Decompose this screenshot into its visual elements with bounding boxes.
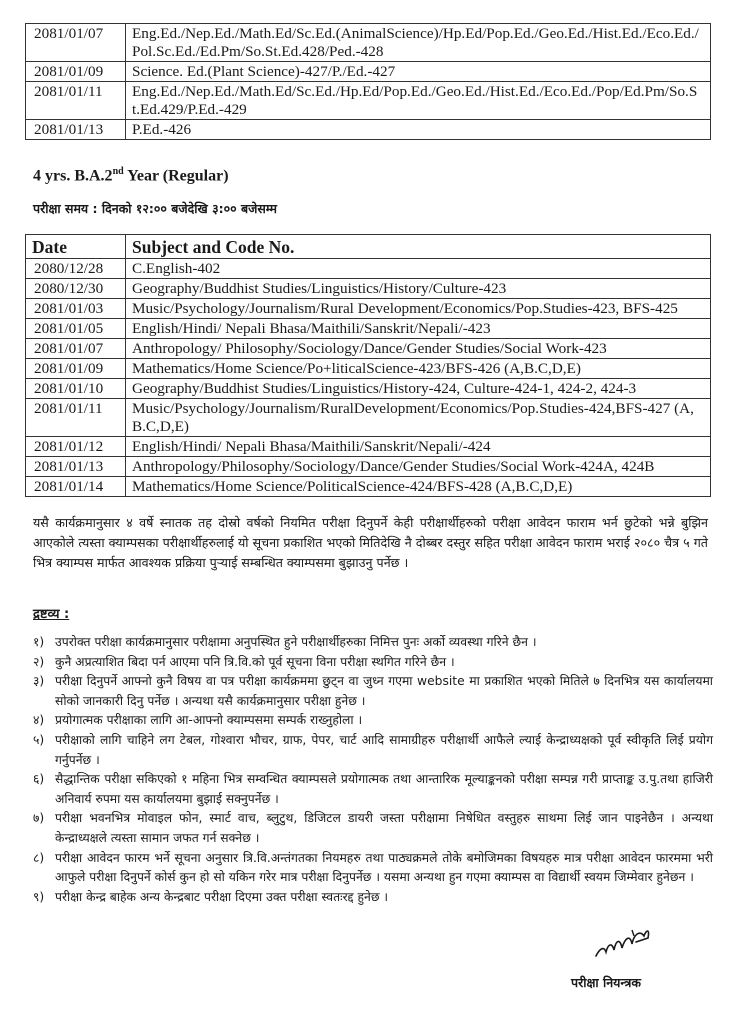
date-cell: 2081/01/10 xyxy=(26,379,126,399)
date-cell: 2081/01/05 xyxy=(26,319,126,339)
header-date: Date xyxy=(26,235,126,259)
table-row xyxy=(26,82,711,120)
signature-label: परीक्षा नियन्त्रक xyxy=(571,975,641,990)
date-cell: 2080/12/28 xyxy=(26,259,126,279)
note-text: प्रयोगात्मक परीक्षाका लागि आ-आफ्नो क्याम्पसमा सम्पर्क राख्नुहोला । xyxy=(55,713,363,728)
heading-main: 4 yrs. B.A.2 xyxy=(33,167,113,185)
note-text: परीक्षा भवनभित्र मोवाइल फोन, स्मार्ट वाच, ब्लुटुथ, डिजिटल डायरी जस्ता परीक्षामा निषेधित वस्तुहरु साथमा लिई जान पाइनेछैन । अन्यथा केन्द्राध्यक्षले त्यस्ता सामान जफत गर्न सक्नेछ । xyxy=(55,811,713,845)
table-row xyxy=(26,279,711,299)
table-row xyxy=(26,339,711,359)
subject-cell: Anthropology/ Philosophy/Sociology/Dance/Gender Studies/Social Work-423 xyxy=(126,339,711,359)
note-number: १) xyxy=(33,635,45,649)
table-row xyxy=(26,24,711,62)
signature-image xyxy=(592,926,652,962)
note-number: ६) xyxy=(33,772,45,787)
table-row xyxy=(26,62,711,82)
date-cell: 2081/01/11 xyxy=(26,82,126,120)
table-row xyxy=(26,359,711,379)
note-item xyxy=(33,633,713,653)
note-item xyxy=(33,672,713,711)
section-heading xyxy=(33,166,229,185)
table-row xyxy=(26,120,711,140)
note-item xyxy=(33,849,713,888)
notes-title: द्रष्टव्य : xyxy=(33,607,70,622)
subject-cell: Geography/Buddhist Studies/Linguistics/History-424, Culture-424-1, 424-2, 424-3 xyxy=(126,379,711,399)
note-number: ५) xyxy=(33,732,45,747)
subject-cell: Music/Psychology/Journalism/RuralDevelopment/Economics/Pop.Studies-424,BFS-427 (A,B.C,D,E) xyxy=(126,399,711,437)
note-text: परीक्षा आवेदन फारम भर्ने सूचना अनुसार त्रि.वि.अन्तंगतका नियमहरु तथा पाठ्यक्रमले तोके बमोजिमका विषयहरु मात्र परीक्षा आवेदन फारममा भरी आफुले परीक्षा दिनुपर्ने कोर्स कुन हो सो यकिन गरेर मात्र परीक्षा दिनुपर्नेछ । यसमा अन्यथा हुन गएमा क्याम्पस वा विद्यार्थी स्वयम जिम्मेवार हुनेछन । xyxy=(55,850,713,885)
note-text: परीक्षा दिनुपर्ने आफ्नो कुनै विषय वा पत्र परीक्षा कार्यक्रममा छुट्न वा जुध्न गएमा website मा प्रकाशित भएको मितिले ७ दिनभित्र यस कार्यालयमा सोको जानकारी दिनु पर्नेछ । अन्यथा यसै कार्यक्रमानुसार परीक्षा हुनेछ । xyxy=(55,674,713,708)
date-cell: 2081/01/14 xyxy=(26,477,126,497)
table-row xyxy=(26,299,711,319)
note-text: परीक्षाको लागि चाहिने लग टेबल, गोश्वारा भौचर, ग्राफ, पेपर, चार्ट आदि सामाग्रीहरु परीक्षार्थी आफैले ल्याई केन्द्राध्यक्षको पूर्व स्वीकृति लिई प्रयोग गर्नुपर्नेछ । xyxy=(55,732,713,767)
subject-cell: Anthropology/Philosophy/Sociology/Dance/Gender Studies/Social Work-424A, 424B xyxy=(126,457,711,477)
date-cell: 2081/01/13 xyxy=(26,457,126,477)
schedule-table-top xyxy=(25,23,711,140)
note-item xyxy=(33,711,713,731)
table-header-row xyxy=(26,235,711,259)
note-text: परीक्षा केन्द्र बाहेक अन्य केन्द्रबाट परीक्षा दिएमा उक्त परीक्षा स्वतःरद्द हुनेछ । xyxy=(55,889,389,904)
subject-cell: Mathematics/Home Science/PoliticalScience-424/BFS-428 (A,B.C,D,E) xyxy=(126,477,711,497)
subject-cell: Science. Ed.(Plant Science)-427/P./Ed.-427 xyxy=(126,62,711,82)
note-number: ९) xyxy=(33,889,45,904)
date-cell: 2081/01/12 xyxy=(26,437,126,457)
subject-cell: English/Hindi/ Nepali Bhasa/Maithili/Sanskrit/Nepali/-424 xyxy=(126,437,711,457)
subject-cell: C.English-402 xyxy=(126,259,711,279)
date-cell: 2081/01/09 xyxy=(26,62,126,82)
subject-cell: Mathematics/Home Science/Po+liticalScience-423/BFS-426 (A,B.C,D,E) xyxy=(126,359,711,379)
subject-cell: Eng.Ed./Nep.Ed./Math.Ed/Sc.Ed.(AnimalScience)/Hp.Ed/Pop.Ed./Geo.Ed./Hist.Ed./Eco.Ed./Pol.Sc.Ed./Ed.Pm/So.St.Ed.428/Ped.-428 xyxy=(126,24,711,62)
date-cell: 2081/01/07 xyxy=(26,339,126,359)
subject-cell: Music/Psychology/Journalism/Rural Development/Economics/Pop.Studies-423, BFS-425 xyxy=(126,299,711,319)
date-cell: 2081/01/11 xyxy=(26,399,126,437)
heading-superscript: nd xyxy=(112,166,124,177)
table-row xyxy=(26,379,711,399)
date-cell: 2081/01/13 xyxy=(26,120,126,140)
note-number: ७) xyxy=(33,811,45,826)
table-row xyxy=(26,399,711,437)
date-cell: 2081/01/03 xyxy=(26,299,126,319)
subject-cell: Eng.Ed./Nep.Ed./Math.Ed/Sc.Ed./Hp.Ed/Pop.Ed./Geo.Ed./Hist.Ed./Eco.Ed./Pop/Ed.Pm/So.St.Ed.429/P.Ed.-429 xyxy=(126,82,711,120)
table-row xyxy=(26,457,711,477)
table-row xyxy=(26,437,711,457)
subject-cell: P.Ed.-426 xyxy=(126,120,711,140)
note-number: ३) xyxy=(33,674,45,689)
note-number: ८) xyxy=(33,850,45,865)
table-row xyxy=(26,319,711,339)
note-item xyxy=(33,731,713,770)
note-number: २) xyxy=(33,654,45,669)
note-text: कुनै अप्रत्याशित बिदा पर्न आएमा पनि त्रि.वि.को पूर्व सूचना विना परीक्षा स्थगित गरिने छैन । xyxy=(55,654,455,669)
date-cell: 2080/12/30 xyxy=(26,279,126,299)
schedule-table-main xyxy=(25,234,711,497)
notice-paragraph: यसै कार्यक्रमानुसार ४ वर्षे स्नातक तह दोस्रो वर्षको नियमित परीक्षा दिनुपर्ने केही परीक्षार्थीहरुको परीक्षा आवेदन फाराम भर्न छुटेको भन्ने बुझिन आएकोले त्यस्ता क्याम्पसका परीक्षार्थीहरुलाई यो सूचना प्रकाशित भएको मितिदेखि नै दोब्बर दस्तुर सहित परीक्षा आवेदन फाराम भराई २०८० चैत्र ५ गते भित्र क्याम्पस मार्फत आवश्यक प्रक्रिया पुऱ्याई सम्बन्धित क्याम्पसमा बुझाउनु पर्नेछ । xyxy=(33,515,708,570)
table-row xyxy=(26,259,711,279)
header-subject: Subject and Code No. xyxy=(126,235,711,259)
date-cell: 2081/01/09 xyxy=(26,359,126,379)
notes-list xyxy=(33,633,713,907)
subject-cell: English/Hindi/ Nepali Bhasa/Maithili/Sanskrit/Nepali/-423 xyxy=(126,319,711,339)
date-cell: 2081/01/07 xyxy=(26,24,126,62)
heading-tail: Year (Regular) xyxy=(123,167,229,185)
note-item xyxy=(33,809,713,848)
note-item xyxy=(33,653,713,673)
note-text: उपरोक्त परीक्षा कार्यक्रमानुसार परीक्षामा अनुपस्थित हुने परीक्षार्थीहरुका निमित्त पुनः अर्को व्यवस्था गरिने छैन । xyxy=(55,635,537,649)
note-item xyxy=(33,888,713,908)
note-item xyxy=(33,770,713,809)
subject-cell: Geography/Buddhist Studies/Linguistics/History/Culture-423 xyxy=(126,279,711,299)
note-number: ४) xyxy=(33,713,45,728)
exam-time: परीक्षा समय : दिनको १२:०० बजेदेखि ३:०० बजेसम्म xyxy=(33,201,278,216)
note-text: सैद्धान्तिक परीक्षा सकिएको १ महिना भित्र सम्वन्धित क्याम्पसले प्रयोगात्मक तथा आन्तारिक मूल्याङ्कनको परीक्षा सम्पन्न गरी प्राप्ताङ्क उ.पु.तथा हाजिरी अनिवार्य रुपमा यस कार्यालयमा बुझाई सक्नुपर्नेछ । xyxy=(55,772,713,806)
table-row xyxy=(26,477,711,497)
